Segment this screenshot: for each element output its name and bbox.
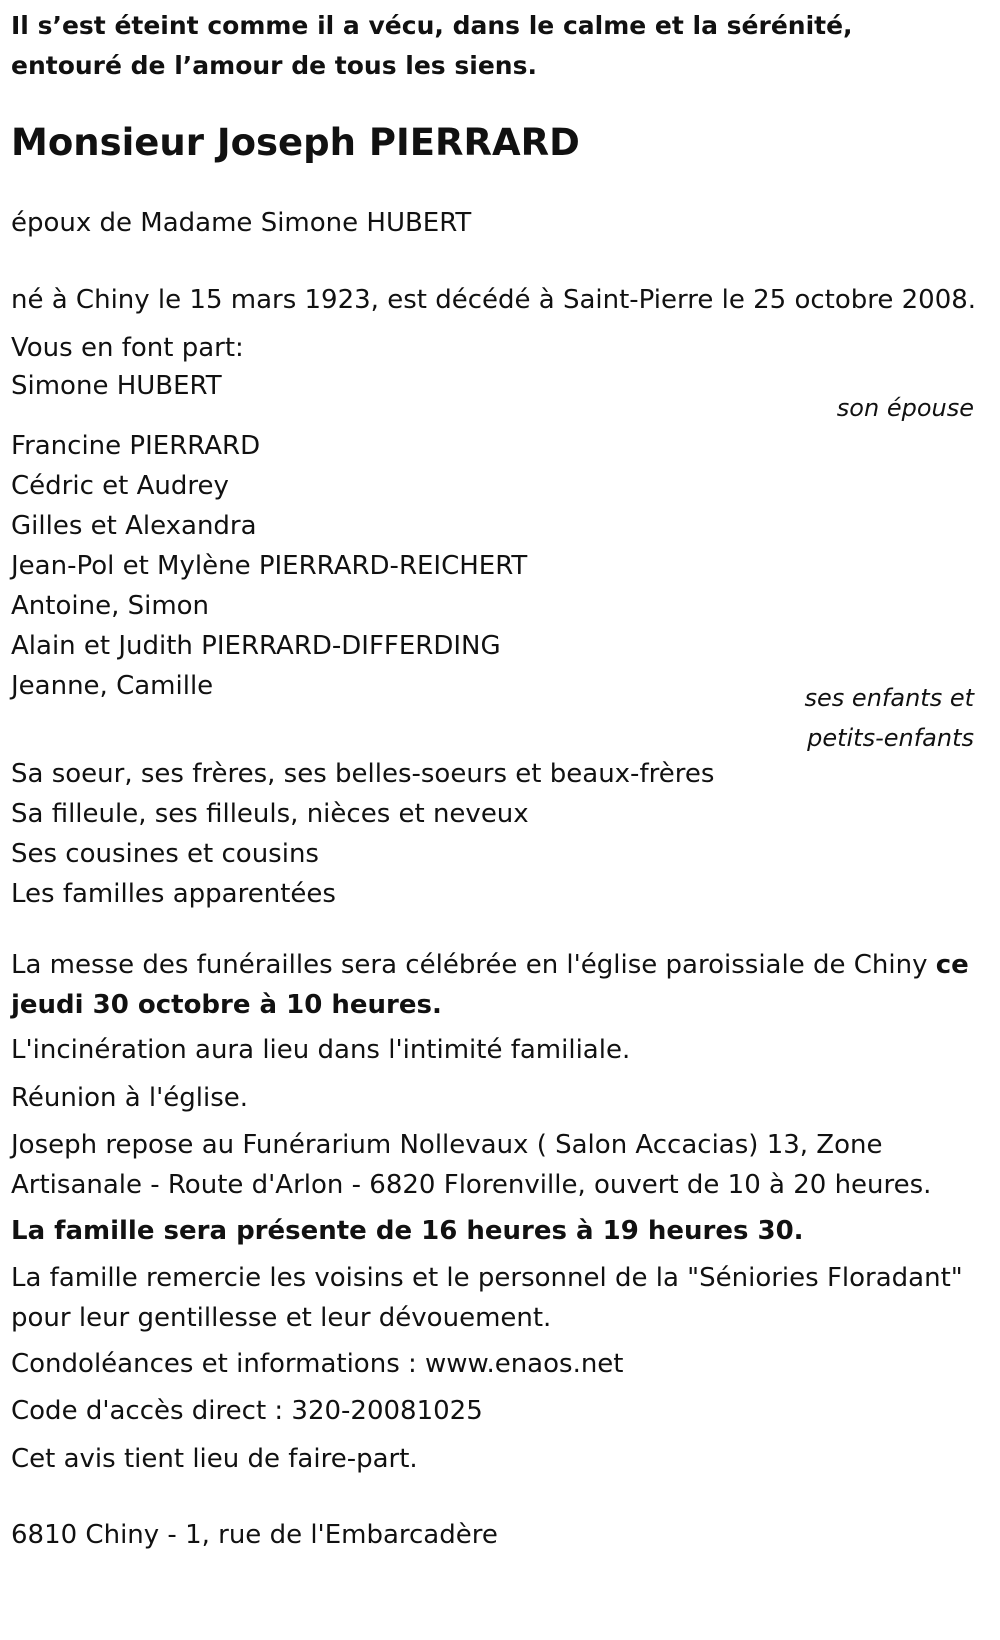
notice-line: Cet avis tient lieu de faire-part. — [11, 1444, 418, 1474]
children-group — [11, 426, 527, 706]
relation-children-line-2: petits-enfants — [807, 724, 974, 752]
funerarium-paragraph: Joseph repose au Funérarium Nollevaux ( Salon Accacias) 13, Zone Artisanale - Route d'Arlon - 6820 Florenville, ouvert de 10 à 20 heures. — [11, 1130, 932, 1200]
birth-death-line: né à Chiny le 15 mars 1923, est décédé à Saint-Pierre le 25 octobre 2008. — [11, 285, 977, 315]
deceased-name: Monsieur Joseph PIERRARD — [11, 121, 580, 164]
list-item: Francine PIERRARD — [11, 431, 261, 461]
reunion-line: Réunion à l'église. — [11, 1083, 249, 1113]
list-item: Ses cousines et cousins — [11, 839, 319, 869]
intro-text: Il s’est éteint comme il a vécu, dans le calme et la sérénité, entouré de l’amour de tous les siens. — [11, 11, 853, 80]
announce-heading: Vous en font part: — [11, 333, 244, 363]
access-code-line: Code d'accès direct : 320-20081025 — [11, 1396, 483, 1426]
incineration-line: L'incinération aura lieu dans l'intimité familiale. — [11, 1035, 631, 1065]
list-item: Sa soeur, ses frères, ses belles-soeurs et beaux-frères — [11, 759, 715, 789]
list-item: Sa filleule, ses filleuls, nièces et neveux — [11, 799, 529, 829]
list-item: Gilles et Alexandra — [11, 511, 257, 541]
relation-children-line-1: ses enfants et — [804, 684, 974, 712]
list-item: Les familles apparentées — [11, 879, 336, 909]
list-item: Jean-Pol et Mylène PIERRARD-REICHERT — [11, 551, 528, 581]
relation-spouse: son épouse — [836, 394, 974, 422]
spouse-group — [11, 366, 222, 406]
condolences-line: Condoléances et informations : www.enaos.net — [11, 1349, 624, 1379]
spouse-line: époux de Madame Simone HUBERT — [11, 208, 472, 238]
relation-children — [805, 678, 974, 758]
list-item: Antoine, Simon — [11, 591, 210, 621]
funeral-date: ce jeudi 30 octobre à 10 heures. — [11, 950, 969, 1020]
list-item: Jeanne, Camille — [11, 671, 214, 701]
thanks-paragraph: La famille remercie les voisins et le personnel de la "Séniories Floradant" pour leur gentillesse et leur dévouement. — [11, 1263, 963, 1333]
list-item: Simone HUBERT — [11, 371, 222, 401]
family-presence-line: La famille sera présente de 16 heures à 19 heures 30. — [11, 1216, 804, 1246]
funeral-paragraph — [11, 945, 986, 1025]
address-line: 6810 Chiny - 1, rue de l'Embarcadère — [11, 1520, 498, 1550]
extended-family-group — [11, 754, 714, 914]
list-item: Alain et Judith PIERRARD-DIFFERDING — [11, 631, 501, 661]
list-item: Cédric et Audrey — [11, 471, 229, 501]
funeral-text: La messe des funérailles sera célébrée en l'église paroissiale de Chiny — [11, 950, 936, 980]
